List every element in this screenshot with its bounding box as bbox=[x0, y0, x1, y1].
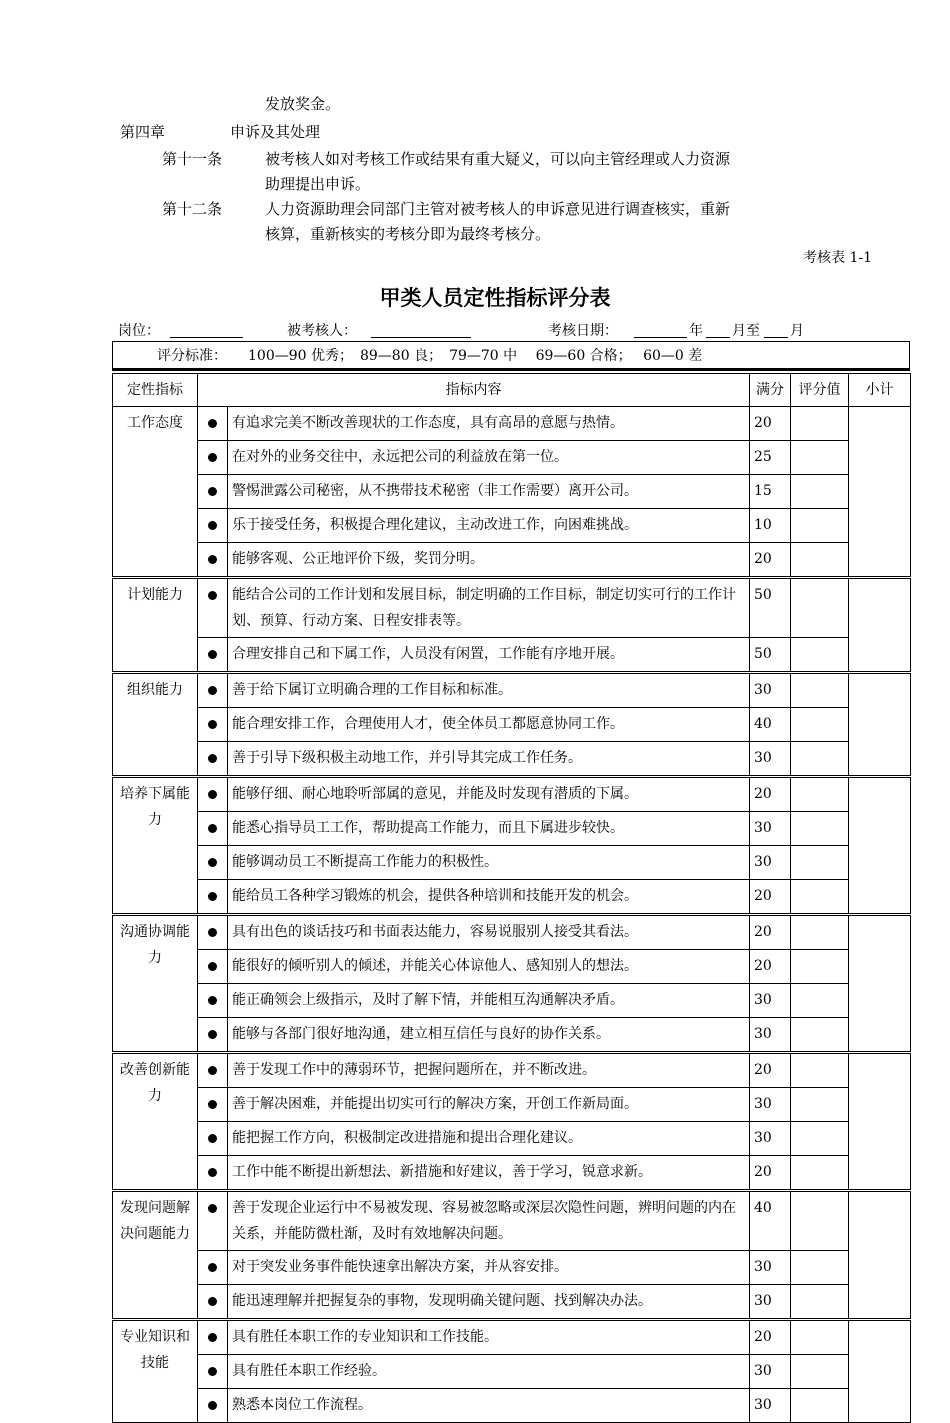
bullet-cell bbox=[198, 846, 228, 880]
bullet-cell bbox=[198, 1156, 228, 1191]
table-row bbox=[113, 880, 911, 915]
indicator-content: 对于突发业务事件能快速拿出解决方案，并从容安排。 bbox=[228, 1251, 750, 1285]
score-input-cell[interactable] bbox=[791, 915, 849, 950]
subtotal-cell[interactable] bbox=[849, 673, 911, 777]
bullet-icon bbox=[208, 1333, 217, 1342]
indicator-content: 能够客观、公正地评价下级，奖罚分明。 bbox=[228, 543, 750, 578]
score-input-cell[interactable] bbox=[791, 777, 849, 812]
bullet-cell bbox=[198, 1088, 228, 1122]
table-row bbox=[113, 950, 911, 984]
score-input-cell[interactable] bbox=[791, 846, 849, 880]
indicator-content: 能悉心指导员工工作，帮助提高工作能力，而且下属进步较快。 bbox=[228, 812, 750, 846]
max-score: 30 bbox=[750, 1389, 791, 1423]
month-to-label: 月 bbox=[790, 323, 804, 339]
indicator-content: 乐于接受任务，积极提合理化建议，主动改进工作，向困难挑战。 bbox=[228, 509, 750, 543]
month-from-label: 月至 bbox=[732, 323, 760, 339]
indicator-content: 能迅速理解并把握复杂的事物，发现明确关键问题、找到解决办法。 bbox=[228, 1285, 750, 1320]
header-content: 指标内容 bbox=[198, 374, 750, 407]
bullet-icon bbox=[208, 824, 217, 833]
bullet-cell bbox=[198, 1191, 228, 1251]
table-row bbox=[113, 1053, 911, 1088]
indicator-content: 能合理安排工作，合理使用人才，使全体员工都愿意协同工作。 bbox=[228, 708, 750, 742]
category-cell: 培养下属能力 bbox=[113, 777, 198, 915]
table-reference: 考核表 1-1 bbox=[803, 250, 872, 266]
indicator-content: 善于发现企业运行中不易被发现、容易被忽略或深层次隐性问题，辨明问题的内在关系，并能防微杜渐，及时有效地解决问题。 bbox=[228, 1191, 750, 1251]
post-label: 岗位： bbox=[118, 323, 160, 339]
table-row bbox=[113, 1088, 911, 1122]
subtotal-cell[interactable] bbox=[849, 578, 911, 673]
bullet-icon bbox=[208, 1367, 217, 1376]
category-cell: 组织能力 bbox=[113, 673, 198, 777]
indicator-content: 合理安排自己和下属工作，人员没有闲置，工作能有序地开展。 bbox=[228, 638, 750, 673]
form-title: 甲类人员定性指标评分表 bbox=[379, 286, 611, 310]
indicator-content: 能够调动员工不断提高工作能力的积极性。 bbox=[228, 846, 750, 880]
bullet-icon bbox=[208, 686, 217, 695]
score-input-cell[interactable] bbox=[791, 673, 849, 708]
indicator-content: 具有胜任本职工作的专业知识和工作技能。 bbox=[228, 1320, 750, 1355]
chapter-label: 第四章 bbox=[120, 123, 166, 141]
max-score: 20 bbox=[750, 880, 791, 915]
table-row bbox=[113, 509, 911, 543]
indicator-content: 具有出色的谈话技巧和书面表达能力，容易说服别人接受其看法。 bbox=[228, 915, 750, 950]
bullet-icon bbox=[208, 487, 217, 496]
max-score: 20 bbox=[750, 915, 791, 950]
bullet-icon bbox=[208, 1100, 217, 1109]
header-subtotal: 小计 bbox=[849, 374, 911, 407]
bullet-cell bbox=[198, 1053, 228, 1088]
score-input-cell[interactable] bbox=[791, 708, 849, 742]
max-score: 20 bbox=[750, 950, 791, 984]
subtotal-cell[interactable] bbox=[849, 915, 911, 1053]
table-row bbox=[113, 1355, 911, 1389]
bullet-cell bbox=[198, 950, 228, 984]
bullet-cell bbox=[198, 708, 228, 742]
category-cell: 计划能力 bbox=[113, 578, 198, 673]
bullet-icon bbox=[208, 720, 217, 729]
bullet-icon bbox=[208, 453, 217, 462]
score-input-cell[interactable] bbox=[791, 407, 849, 441]
score-input-cell[interactable] bbox=[791, 1018, 849, 1053]
article-12-line2: 核算，重新核实的考核分即为最终考核分。 bbox=[265, 225, 551, 243]
category-cell: 沟通协调能力 bbox=[113, 915, 198, 1053]
table-row bbox=[113, 407, 911, 441]
indicator-content: 能结合公司的工作计划和发展目标，制定明确的工作目标，制定切实可行的工作计划、预算、行动方案、日程安排表等。 bbox=[228, 578, 750, 638]
bullet-cell bbox=[198, 1355, 228, 1389]
score-input-cell[interactable] bbox=[791, 1355, 849, 1389]
max-score: 30 bbox=[750, 673, 791, 708]
bullet-icon bbox=[208, 790, 217, 799]
bullet-icon bbox=[208, 858, 217, 867]
bullet-icon bbox=[208, 1030, 217, 1039]
award-line: 发放奖金。 bbox=[265, 95, 341, 113]
max-score: 20 bbox=[750, 543, 791, 578]
score-input-cell[interactable] bbox=[791, 441, 849, 475]
table-row bbox=[113, 1191, 911, 1251]
score-input-cell[interactable] bbox=[791, 1191, 849, 1251]
bullet-icon bbox=[208, 419, 217, 428]
table-row bbox=[113, 1389, 911, 1423]
bullet-icon bbox=[208, 1401, 217, 1410]
bullet-icon bbox=[208, 591, 217, 600]
category-cell: 专业知识和技能 bbox=[113, 1320, 198, 1423]
score-input-cell[interactable] bbox=[791, 1156, 849, 1191]
bullet-icon bbox=[208, 650, 217, 659]
max-score: 20 bbox=[750, 1320, 791, 1355]
bullet-cell bbox=[198, 638, 228, 673]
bullet-icon bbox=[208, 928, 217, 937]
bullet-cell bbox=[198, 441, 228, 475]
score-input-cell[interactable] bbox=[791, 1320, 849, 1355]
max-score: 20 bbox=[750, 777, 791, 812]
subtotal-cell[interactable] bbox=[849, 1053, 911, 1191]
table-row bbox=[113, 708, 911, 742]
score-input-cell[interactable] bbox=[791, 1389, 849, 1423]
max-score: 30 bbox=[750, 1122, 791, 1156]
indicator-content: 具有胜任本职工作经验。 bbox=[228, 1355, 750, 1389]
bullet-cell bbox=[198, 475, 228, 509]
bullet-icon bbox=[208, 996, 217, 1005]
bullet-cell bbox=[198, 880, 228, 915]
indicator-content: 警惕泄露公司秘密，从不携带技术秘密（非工作需要）离开公司。 bbox=[228, 475, 750, 509]
indicator-content: 能把握工作方向，积极制定改进措施和提出合理化建议。 bbox=[228, 1122, 750, 1156]
subtotal-cell[interactable] bbox=[849, 1320, 911, 1423]
indicator-content: 能给员工各种学习锻炼的机会，提供各种培训和技能开发的机会。 bbox=[228, 880, 750, 915]
bullet-icon bbox=[208, 892, 217, 901]
max-score: 20 bbox=[750, 1053, 791, 1088]
article-11-line1: 被考核人如对考核工作或结果有重大疑义，可以向主管经理或人力资源 bbox=[265, 150, 731, 168]
max-score: 25 bbox=[750, 441, 791, 475]
bullet-icon bbox=[208, 1297, 217, 1306]
indicator-content: 善于引导下级积极主动地工作，并引导其完成工作任务。 bbox=[228, 742, 750, 777]
year-label: 年 bbox=[689, 323, 703, 339]
score-input-cell[interactable] bbox=[791, 880, 849, 915]
bullet-cell bbox=[198, 915, 228, 950]
max-score: 20 bbox=[750, 1156, 791, 1191]
indicator-content: 能正确领会上级指示，及时了解下情，并能相互沟通解决矛盾。 bbox=[228, 984, 750, 1018]
max-score: 30 bbox=[750, 1251, 791, 1285]
bullet-cell bbox=[198, 1285, 228, 1320]
bullet-cell bbox=[198, 673, 228, 708]
max-score: 30 bbox=[750, 1088, 791, 1122]
article-11-line2: 助理提出申诉。 bbox=[265, 175, 371, 193]
indicator-content: 熟悉本岗位工作流程。 bbox=[228, 1389, 750, 1423]
max-score: 50 bbox=[750, 578, 791, 638]
score-input-cell[interactable] bbox=[791, 475, 849, 509]
score-input-cell[interactable] bbox=[791, 509, 849, 543]
table-row bbox=[113, 812, 911, 846]
header-category: 定性指标 bbox=[113, 374, 198, 407]
criteria-text: 评分标准： 100—90 优秀； 89—80 良； 79—70 中 69—60 合格； 60—0 差 bbox=[157, 348, 703, 364]
bullet-cell bbox=[198, 984, 228, 1018]
evaluation-table bbox=[112, 373, 911, 1423]
indicator-content: 能很好的倾听别人的倾述，并能关心体谅他人、感知别人的想法。 bbox=[228, 950, 750, 984]
score-input-cell[interactable] bbox=[791, 543, 849, 578]
examinee-label: 被考核人： bbox=[287, 323, 357, 339]
table-row bbox=[113, 543, 911, 578]
score-input-cell[interactable] bbox=[791, 1251, 849, 1285]
score-input-cell[interactable] bbox=[791, 1122, 849, 1156]
year-field[interactable] bbox=[634, 337, 687, 338]
bullet-icon bbox=[208, 521, 217, 530]
table-row bbox=[113, 984, 911, 1018]
max-score: 30 bbox=[750, 846, 791, 880]
table-row bbox=[113, 638, 911, 673]
table-row bbox=[113, 915, 911, 950]
max-score: 30 bbox=[750, 742, 791, 777]
table-row bbox=[113, 441, 911, 475]
bullet-icon bbox=[208, 1168, 217, 1177]
table-row bbox=[113, 1156, 911, 1191]
score-input-cell[interactable] bbox=[791, 950, 849, 984]
bullet-cell bbox=[198, 509, 228, 543]
score-input-cell[interactable] bbox=[791, 984, 849, 1018]
table-row bbox=[113, 777, 911, 812]
article-12-label: 第十二条 bbox=[162, 200, 223, 218]
table-row bbox=[113, 1122, 911, 1156]
max-score: 20 bbox=[750, 407, 791, 441]
bullet-icon bbox=[208, 1066, 217, 1075]
score-input-cell[interactable] bbox=[791, 1285, 849, 1320]
table-row bbox=[113, 1285, 911, 1320]
max-score: 40 bbox=[750, 1191, 791, 1251]
bullet-cell bbox=[198, 407, 228, 441]
max-score: 10 bbox=[750, 509, 791, 543]
score-input-cell[interactable] bbox=[791, 812, 849, 846]
bullet-cell bbox=[198, 1122, 228, 1156]
article-11-label: 第十一条 bbox=[162, 150, 223, 168]
indicator-content: 工作中能不断提出新想法、新措施和好建议，善于学习，锐意求新。 bbox=[228, 1156, 750, 1191]
post-field[interactable] bbox=[170, 337, 243, 338]
bullet-cell bbox=[198, 1389, 228, 1423]
bullet-icon bbox=[208, 555, 217, 564]
date-label: 考核日期： bbox=[548, 323, 618, 339]
examinee-field[interactable] bbox=[371, 337, 471, 338]
indicator-content: 在对外的业务交往中，永远把公司的利益放在第一位。 bbox=[228, 441, 750, 475]
subtotal-cell[interactable] bbox=[849, 777, 911, 915]
indicator-content: 善于解决困难，并能提出切实可行的解决方案，开创工作新局面。 bbox=[228, 1088, 750, 1122]
score-input-cell[interactable] bbox=[791, 742, 849, 777]
indicator-content: 能够仔细、耐心地聆听部属的意见，并能及时发现有潜质的下属。 bbox=[228, 777, 750, 812]
bullet-cell bbox=[198, 812, 228, 846]
max-score: 30 bbox=[750, 1285, 791, 1320]
table-row bbox=[113, 475, 911, 509]
bullet-cell bbox=[198, 1320, 228, 1355]
bullet-cell bbox=[198, 777, 228, 812]
chapter-title: 申诉及其处理 bbox=[230, 123, 321, 141]
table-row bbox=[113, 673, 911, 708]
indicator-content: 善于发现工作中的薄弱环节，把握问题所在，并不断改进。 bbox=[228, 1053, 750, 1088]
indicator-content: 有追求完美不断改善现状的工作态度，具有高昂的意愿与热情。 bbox=[228, 407, 750, 441]
bullet-icon bbox=[208, 962, 217, 971]
criteria-box bbox=[112, 341, 910, 371]
max-score: 30 bbox=[750, 1018, 791, 1053]
bullet-icon bbox=[208, 754, 217, 763]
table-row bbox=[113, 846, 911, 880]
indicator-content: 善于给下属订立明确合理的工作目标和标准。 bbox=[228, 673, 750, 708]
max-score: 15 bbox=[750, 475, 791, 509]
category-cell: 发现问题解决问题能力 bbox=[113, 1191, 198, 1320]
table-row bbox=[113, 742, 911, 777]
max-score: 50 bbox=[750, 638, 791, 673]
max-score: 30 bbox=[750, 984, 791, 1018]
bullet-icon bbox=[208, 1263, 217, 1272]
month-to-field[interactable] bbox=[764, 337, 788, 338]
article-12-line1: 人力资源助理会同部门主管对被考核人的申诉意见进行调查核实，重新 bbox=[265, 200, 731, 218]
table-row bbox=[113, 1251, 911, 1285]
table-header-row bbox=[113, 374, 911, 407]
table-row bbox=[113, 1320, 911, 1355]
subtotal-cell[interactable] bbox=[849, 1191, 911, 1320]
max-score: 40 bbox=[750, 708, 791, 742]
indicator-content: 能够与各部门很好地沟通，建立相互信任与良好的协作关系。 bbox=[228, 1018, 750, 1053]
bullet-cell bbox=[198, 742, 228, 777]
bullet-icon bbox=[208, 1134, 217, 1143]
bullet-cell bbox=[198, 1018, 228, 1053]
table-row bbox=[113, 1018, 911, 1053]
bullet-cell bbox=[198, 578, 228, 638]
category-cell: 改善创新能力 bbox=[113, 1053, 198, 1191]
score-input-cell[interactable] bbox=[791, 1053, 849, 1088]
category-cell: 工作态度 bbox=[113, 407, 198, 578]
bullet-cell bbox=[198, 543, 228, 578]
max-score: 30 bbox=[750, 812, 791, 846]
score-input-cell[interactable] bbox=[791, 1088, 849, 1122]
score-input-cell[interactable] bbox=[791, 578, 849, 638]
max-score: 30 bbox=[750, 1355, 791, 1389]
bullet-cell bbox=[198, 1251, 228, 1285]
subtotal-cell[interactable] bbox=[849, 407, 911, 578]
bullet-icon bbox=[208, 1204, 217, 1213]
score-input-cell[interactable] bbox=[791, 638, 849, 673]
table-row bbox=[113, 578, 911, 638]
header-max: 满分 bbox=[750, 374, 791, 407]
header-score: 评分值 bbox=[791, 374, 849, 407]
month-from-field[interactable] bbox=[706, 337, 730, 338]
